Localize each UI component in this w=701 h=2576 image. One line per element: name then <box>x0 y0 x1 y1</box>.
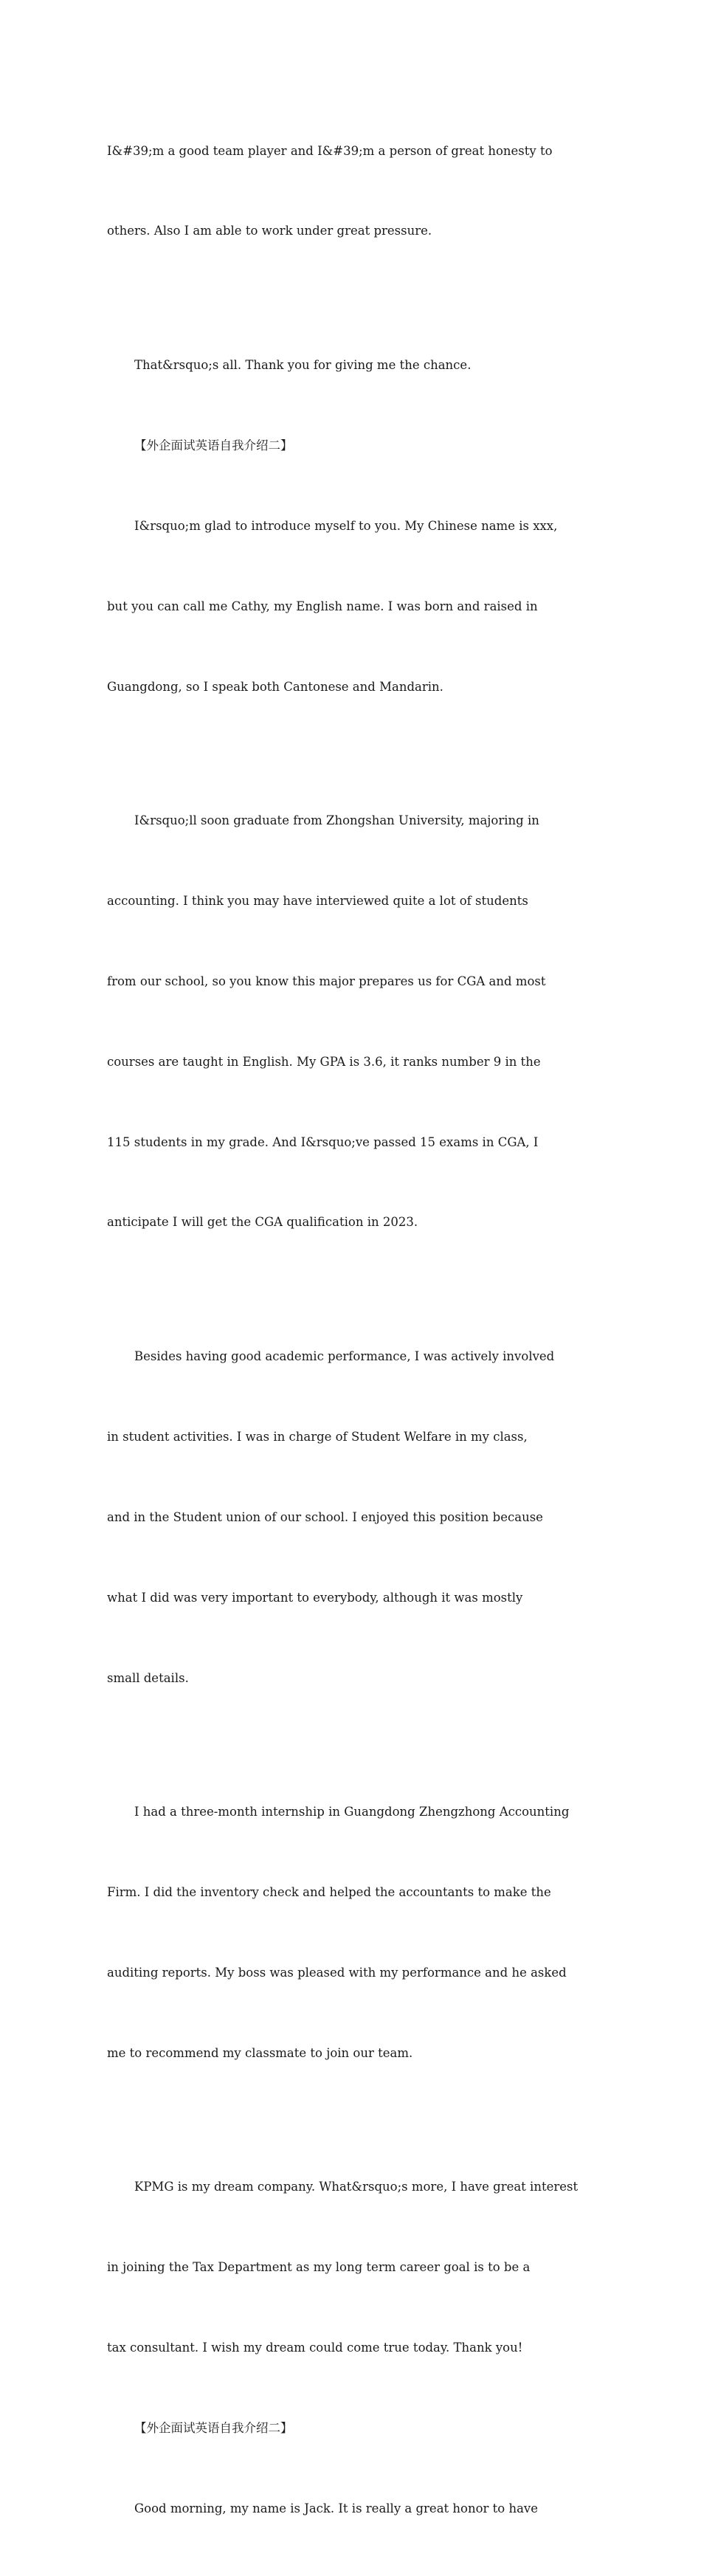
text-line: others. Also I am able to work under great pressure. <box>107 224 432 238</box>
text-line: me to recommend my classmate to join our team. <box>107 2045 413 2060</box>
paragraph-closing <box>107 298 601 432</box>
text-line: tax consultant. I wish my dream could come true today. Thank you! <box>107 2340 523 2355</box>
text-line: I&rsquo;ll soon graduate from Zhongshan University, majoring in <box>134 813 539 828</box>
paragraph-introduction <box>107 459 601 754</box>
text-line: I&rsquo;m glad to introduce myself to you. My Chinese name is xxx, <box>134 518 558 533</box>
section-heading <box>107 433 601 459</box>
text-line: That&rsquo;s all. Thank you for giving me the chance. <box>134 357 472 372</box>
heading-text: 【外企面试英语自我介绍二】 <box>134 438 293 452</box>
text-line: 115 students in my grade. And I&rsquo;ve passed 15 exams in CGA, I <box>107 1134 539 1149</box>
text-line: small details. <box>107 1670 189 1685</box>
text-line: and in the Student union of our school. I enjoyed this position because <box>107 1509 543 1524</box>
text-line: courses are taught in English. My GPA is 3.6, it ranks number 9 in the <box>107 1054 541 1069</box>
paragraph-jack-intro <box>107 2442 601 2575</box>
text-line: I had a three-month internship in Guangdong Zhengzhong Accounting <box>134 1805 570 1819</box>
text-line: anticipate I will get the CGA qualification in 2023. <box>107 1215 418 1230</box>
text-line: from our school, so you know this major prepares us for CGA and most <box>107 974 546 988</box>
text-line: auditing reports. My boss was pleased with my performance and he asked <box>107 1965 567 1980</box>
text-line: in joining the Tax Department as my long term career goal is to be a <box>107 2260 531 2275</box>
text-line: accounting. I think you may have interviewed quite a lot of students <box>107 893 528 908</box>
text-line: Guangdong, so I speak both Cantonese and Mandarin. <box>107 679 443 694</box>
text-line: I&#39;m a good team player and I&#39;m a person of great honesty to <box>107 143 553 158</box>
paragraph-activities <box>107 1289 601 1745</box>
text-line: Besides having good academic performance, I was actively involved <box>134 1349 555 1363</box>
text-line: in student activities. I was in charge of Student Welfare in my class, <box>107 1429 528 1444</box>
text-line: but you can call me Cathy, my English name. I was born and raised in <box>107 599 538 613</box>
text-line: Good morning, my name is Jack. It is really a great honor to have <box>134 2501 539 2515</box>
text-line: what I did was very important to everybody, although it was mostly <box>107 1590 523 1605</box>
text-line: KPMG is my dream company. What&rsquo;s more, I have great interest <box>134 2180 579 2194</box>
text-line: Firm. I did the inventory check and helped the accountants to make the <box>107 1884 551 1899</box>
paragraph-internship <box>107 1745 601 2120</box>
document-body <box>107 84 601 2576</box>
paragraph-teamwork <box>107 84 601 298</box>
paragraph-career-goal <box>107 2121 601 2415</box>
heading-text: 【外企面试英语自我介绍二】 <box>134 2420 293 2435</box>
paragraph-education <box>107 754 601 1289</box>
section-heading <box>107 2415 601 2442</box>
